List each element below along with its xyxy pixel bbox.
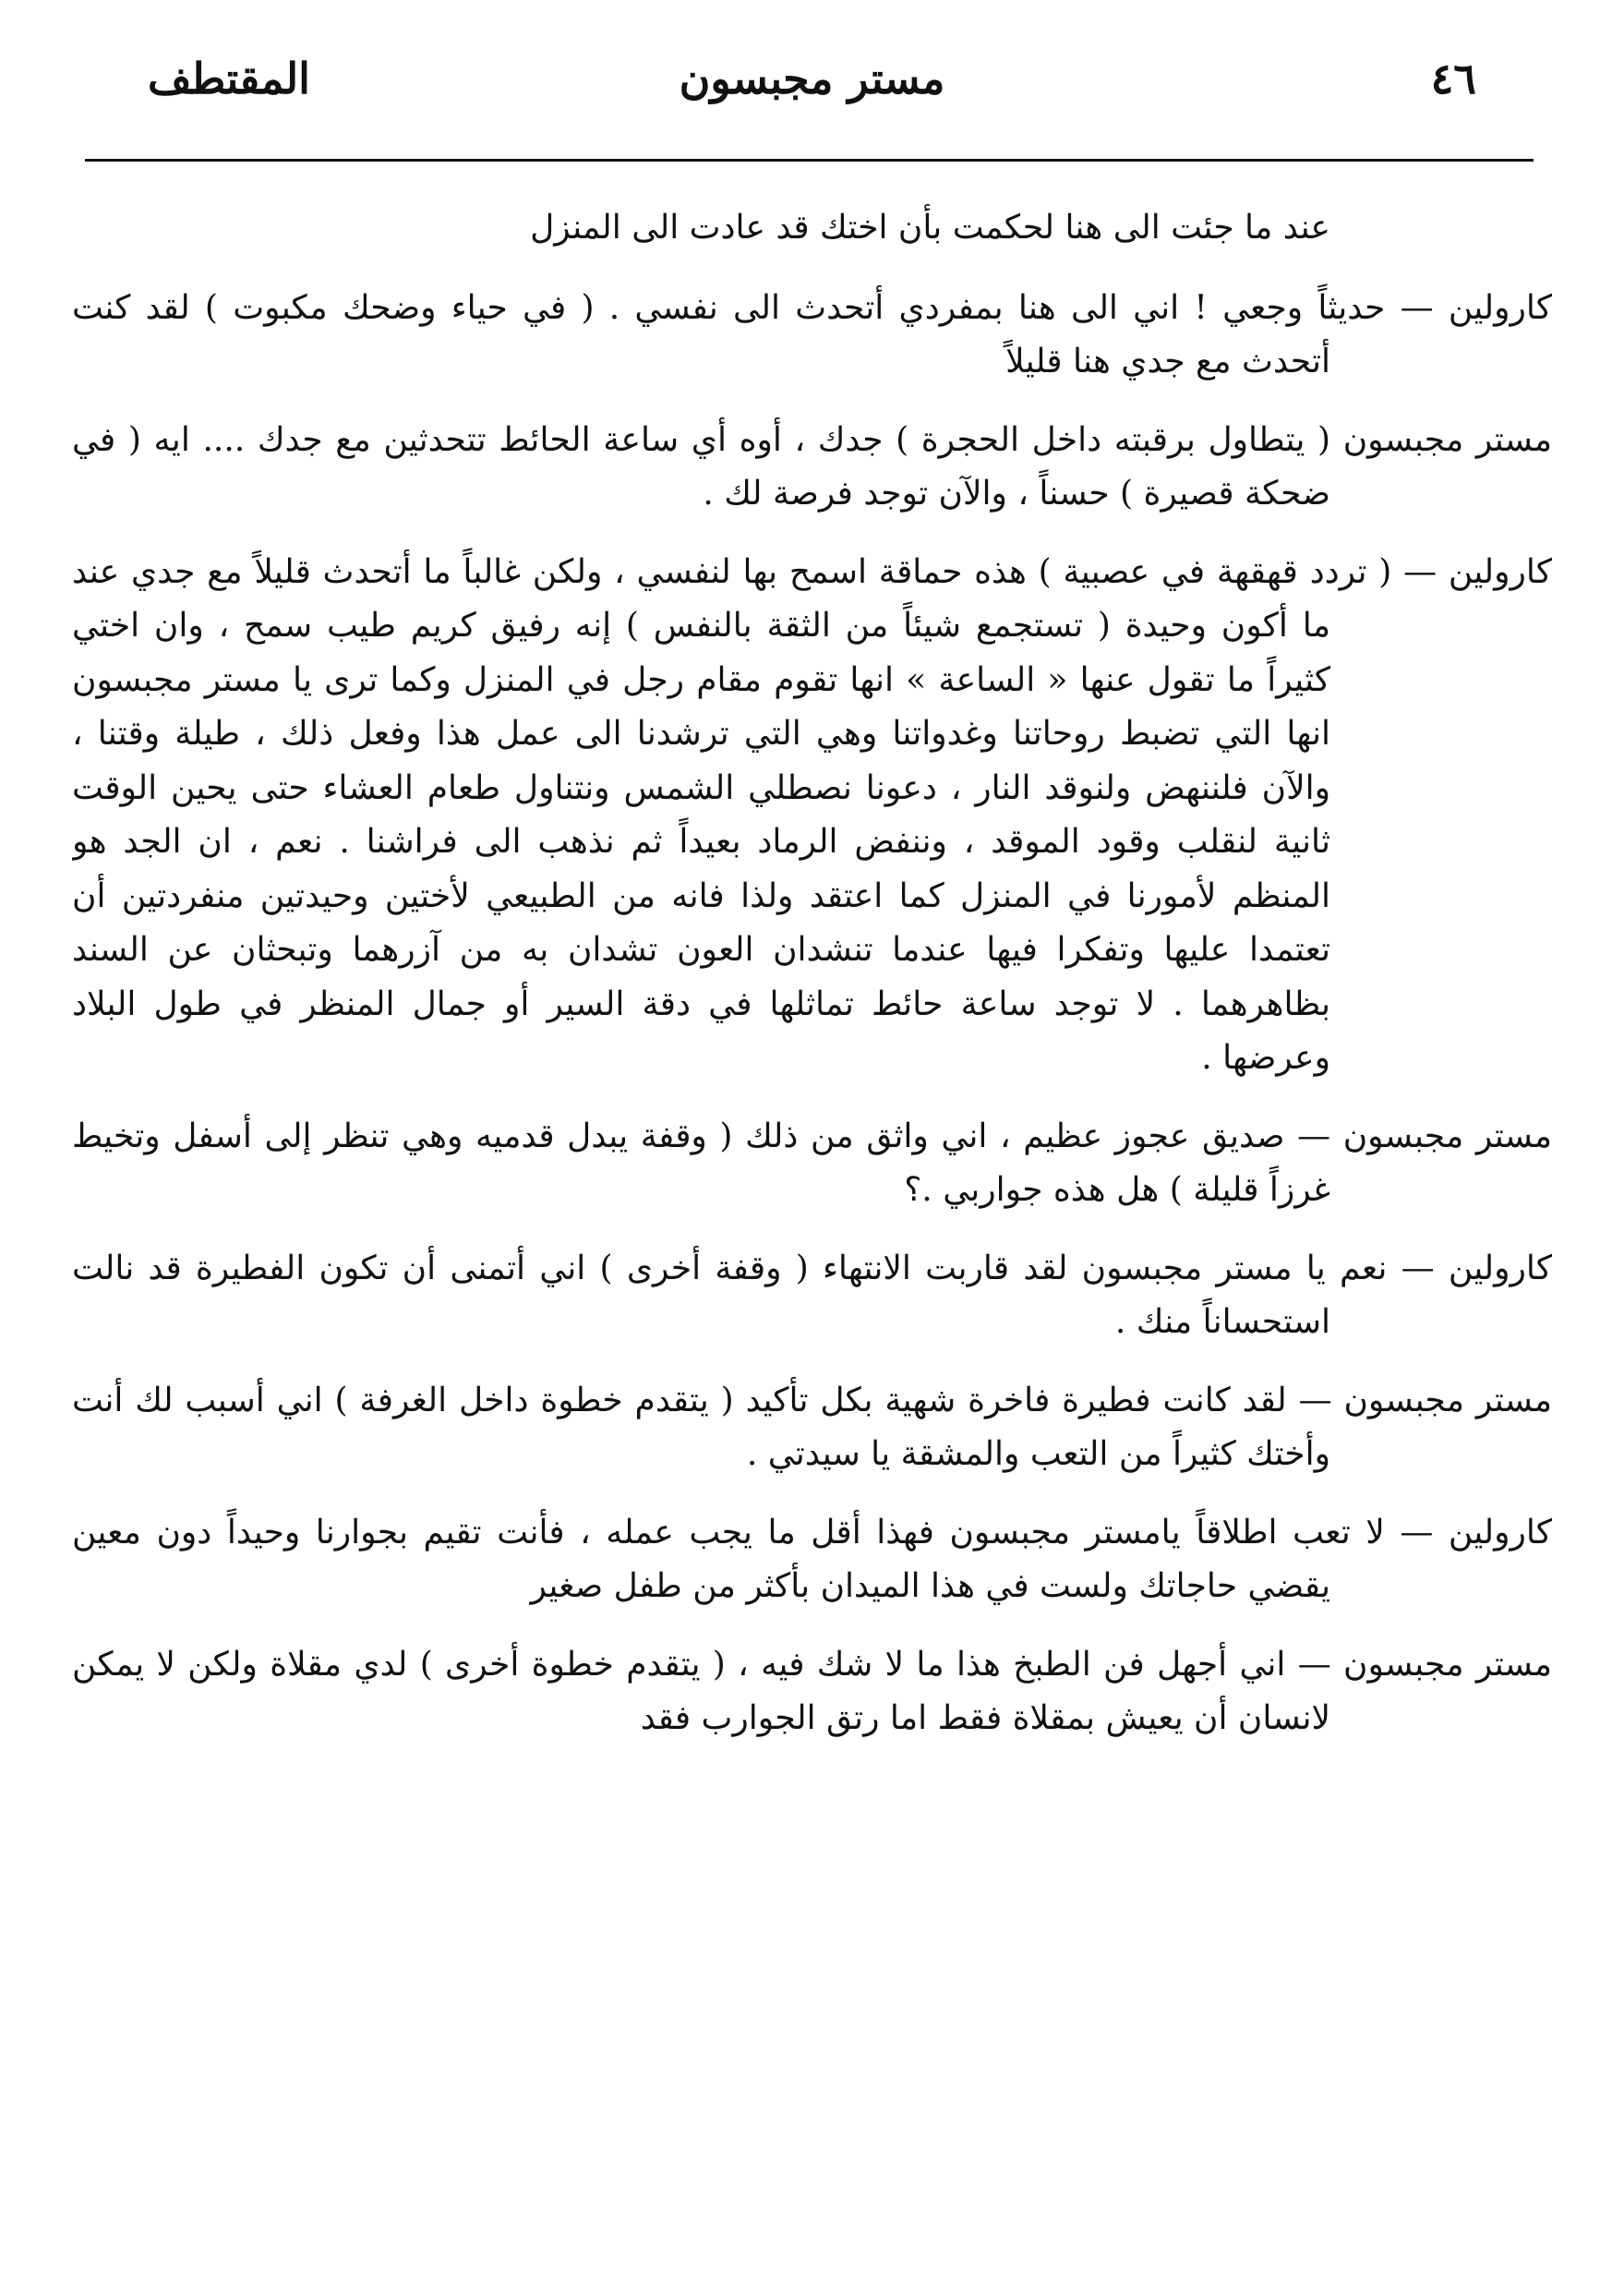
dialogue-paragraph: كارولين — نعم يا مستر مجبسون لقد قاربت الانتهاء ( وقفة أخرى ) اني أتمنى أن تكون الفطيرة قد نالت استحساناً منك . (72, 1249, 1552, 1341)
dialogue-paragraph: كارولين — ( تردد قهقهة في عصبية ) هذه حماقة اسمح بها لنفسي ، ولكن غالباً ما أتحدث قليلاً مع جدي عند ما أكون وحيدة ( تستجمع شيئاً من الثقة بالنفس ) إنه رفيق كريم طيب سمح ، وان اختي كثيراً ما تقول عنها « الساعة » انها تقوم مقام رجل في المنزل وكما ترى يا مستر مجبسون انها التي تضبط روحاتنا وغدواتنا وهي التي ترشدنا الى عمل هذا وفعل ذلك ، طيلة وقتنا ، والآن فلننهض ولنوقد النار ، دعونا نصطلي الشمس ونتناول طعام العشاء حتى يحين الوقت ثانية لنقلب وقود الموقد ، وننفض الرماد بعيداً ثم نذهب الى فراشنا . نعم ، ان الجد هو المنظم لأمورنا في المنزل كما اعتقد ولذا فانه من الطبيعي لأختين وحيدتين منفردتين أن تعتمدا عليها وتفكرا فيها عندما تنشدان العون تشدان به من آزرهما وتبحثان عن السند بظاهرهما . لا توجد ساعة حائط تماثلها في دقة السير أو جمال المنظر في طول البلاد وعرضها . (72, 552, 1552, 1077)
header-rule (85, 159, 1534, 162)
dialogue-paragraph: كارولين — حديثاً وجعي ! اني الى هنا بمفردي أتحدث الى نفسي . ( في حياء وضحك مكبوت ) لقد كنت أتحدث مع جدي هنا قليلاً (72, 288, 1552, 380)
running-title: مستر مجبسون (679, 54, 945, 103)
page-header (138, 54, 1486, 137)
dialogue-paragraph: مستر مجبسون — صديق عجوز عظيم ، اني واثق من ذلك ( وقفة يبدل قدميه وهي تنظر إلى أسفل وتخيط غرزاً قليلة ) هل هذه جواربي .؟ (72, 1117, 1552, 1209)
page-number: ٤٦ (1430, 54, 1476, 103)
dialogue-paragraph: كارولين — لا تعب اطلاقاً يامستر مجبسون فهذا أقل ما يجب عمله ، فأنت تقيم بجوارنا وحيداً دون معين يقضي حاجاتك ولست في هذا الميدان بأكثر من طفل صغير (72, 1513, 1552, 1605)
journal-name: المقتطف (148, 54, 310, 103)
paragraph: عند ما جئت الى هنا لحكمت بأن اختك قد عادت الى المنزل (530, 209, 1330, 247)
dialogue-paragraph: مستر مجبسون — اني أجهل فن الطبخ هذا ما لا شك فيه ، ( يتقدم خطوة أخرى ) لدي مقلاة ولكن لا يمكن لانسان أن يعيش بمقلاة فقط اما رتق الجوارب فقد (72, 1645, 1552, 1737)
dialogue-paragraph: مستر مجبسون ( يتطاول برقبته داخل الحجرة ) جدك ، أوه أي ساعة الحائط تتحدثين مع جدك .... ايه ( في ضحكة قصيرة ) حسناً ، والآن توجد فرصة لك . (72, 420, 1552, 513)
dialogue-paragraph: مستر مجبسون — لقد كانت فطيرة فاخرة شهية بكل تأكيد ( يتقدم خطوة داخل الغرفة ) اني أسبب لك أنت وأختك كثيراً من التعب والمشقة يا سيدتي . (72, 1381, 1552, 1473)
page-body (72, 201, 1552, 2270)
